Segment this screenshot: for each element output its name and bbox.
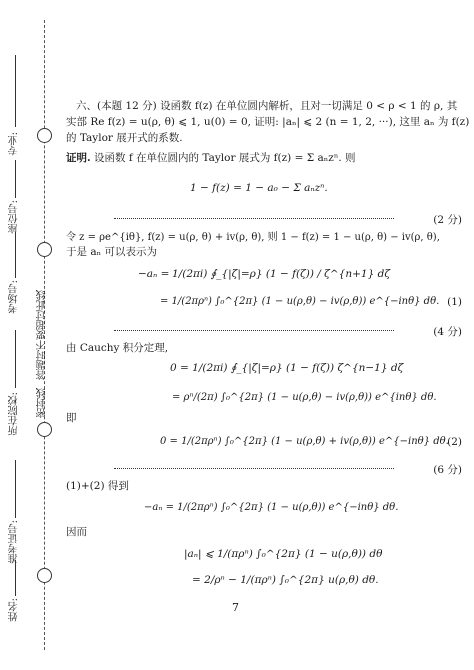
- binding-hole: [37, 568, 52, 583]
- ticket-label: 准考证号:: [9, 520, 20, 564]
- college-label: 所在院校:: [9, 392, 20, 436]
- ji-line: 即: [66, 412, 77, 424]
- major-label: 专业:: [9, 132, 20, 156]
- inequality-row-2: = 2/ρⁿ − 1/(πρⁿ) ∫₀^{2π} u(ρ,θ) dθ.: [192, 574, 379, 586]
- proof-intro-text: 设函数 f 在单位圆内的 Taylor 展式为 f(z) = Σ aₙzⁿ. 则: [94, 152, 356, 164]
- substitution-line: 令 z = ρe^{iθ}, f(z) = u(ρ, θ) + iv(ρ, θ), 则 1 − f(z) = 1 − u(ρ, θ) − iv(ρ, θ),: [66, 232, 440, 243]
- proof-label: 证明.: [66, 152, 91, 164]
- proof-intro: [66, 150, 356, 165]
- binding-hole: [37, 422, 52, 437]
- represent-line: 于是 aₙ 可以表示为: [66, 246, 157, 258]
- equation-an: −aₙ = 1/(2πρⁿ) ∫₀^{2π} (1 − u(ρ,θ)) e^{−inθ} dθ.: [144, 502, 399, 513]
- notice-text: 答题时不要超过此线: [37, 290, 48, 380]
- binding-hole: [37, 128, 52, 143]
- equation-1-row-2: = 1/(2πρⁿ) ∫₀^{2π} (1 − u(ρ,θ) − iv(ρ,θ)) e^{−inθ} dθ.: [160, 296, 440, 307]
- name-field-line: [15, 560, 16, 596]
- ticket-field-line: [15, 460, 16, 518]
- name-label: 姓名:: [9, 598, 20, 622]
- major-field-line: [15, 55, 16, 127]
- equation-number-1: (1): [447, 296, 462, 308]
- equation-1-left: −aₙ =: [138, 268, 170, 280]
- score-leader: [114, 330, 394, 331]
- binding-margin: [0, 0, 62, 670]
- problem-line-1: 六、(本题 12 分) 设函数 f(z) 在单位圆内解析，且对一切满足 0 < ρ < 1 的 ρ, 其: [76, 100, 458, 112]
- seat-field-line: [15, 160, 16, 198]
- problem-line-2: 实部 Re f(z) = u(ρ, θ) ⩽ 1, u(0) = 0, 证明: |aₙ| ⩽ 2 (n = 1, 2, ···), 这里 aₙ 为 f(z): [66, 116, 470, 128]
- equation-number-2: (2): [447, 436, 462, 448]
- equation-taylor: 1 − f(z) = 1 − a₀ − Σ aₙzⁿ.: [190, 182, 328, 194]
- exam-page-content: [66, 0, 470, 670]
- exam-room-field-line: [15, 232, 16, 278]
- yin-er-line: 因而: [66, 526, 87, 538]
- problem-line-3: 的 Taylor 展开式的系数.: [66, 132, 183, 144]
- binding-hole: [37, 242, 52, 257]
- score-4: (4 分): [433, 326, 462, 338]
- score-2: (2 分): [433, 214, 462, 226]
- seal-line-text: 密封线: [37, 388, 48, 418]
- score-leader: [114, 468, 394, 469]
- combine-line: (1)+(2) 得到: [66, 480, 129, 492]
- seat-label: 座位号:: [9, 200, 20, 234]
- equation-cauchy-row-1: 0 = 1/(2πi) ∮_{|ζ|=ρ} (1 − f(ζ)) ζ^{n−1} dζ: [170, 362, 404, 374]
- score-leader: [114, 218, 394, 219]
- college-field-line: [15, 330, 16, 388]
- cauchy-line: 由 Cauchy 积分定理,: [66, 342, 169, 354]
- equation-2: 0 = 1/(2πρⁿ) ∫₀^{2π} (1 − u(ρ,θ) + iv(ρ,θ)) e^{−inθ} dθ.: [160, 436, 449, 447]
- equation-1-row-1: 1/(2πi) ∮_{|ζ|=ρ} (1 − f(ζ)) / ζ^{n+1} dζ: [172, 268, 391, 280]
- page-number: 7: [232, 601, 239, 614]
- equation-cauchy-row-2: = ρⁿ/(2π) ∫₀^{2π} (1 − u(ρ,θ) − iv(ρ,θ)) e^{inθ} dθ.: [172, 392, 437, 403]
- score-6: (6 分): [433, 464, 462, 476]
- inequality-row-1: |aₙ| ⩽ 1/(πρⁿ) ∫₀^{2π} (1 − u(ρ,θ)) dθ: [184, 548, 383, 560]
- exam-room-label: 考场号:: [9, 280, 20, 314]
